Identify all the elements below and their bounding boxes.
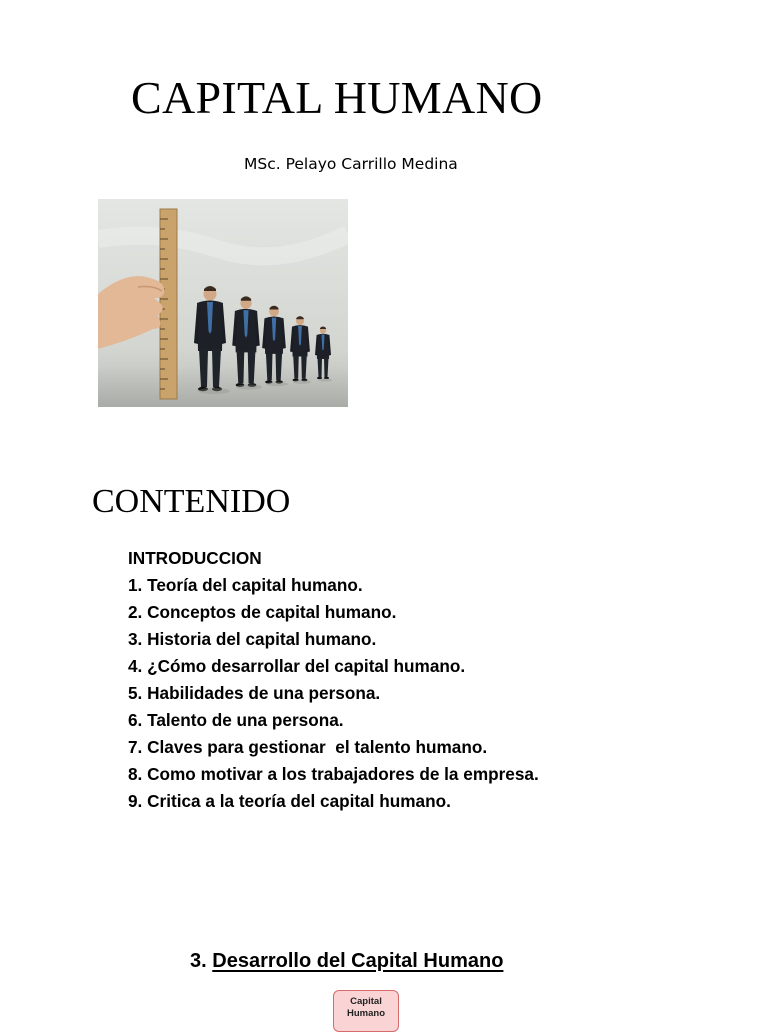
toc-item-8: 8. Como motivar a los trabajadores de la empresa. [128, 764, 539, 784]
diagram-node-capital-humano [333, 990, 399, 1032]
toc-item-2: 2. Conceptos de capital humano. [128, 602, 397, 622]
table-of-contents [128, 545, 539, 815]
contents-heading: CONTENIDO [92, 483, 291, 520]
toc-item-3: 3. Historia del capital humano. [128, 629, 377, 649]
toc-item-5: 5. Habilidades de una persona. [128, 683, 381, 703]
node-label-line1: Capital [350, 996, 382, 1007]
toc-item-1: 1. Teoría del capital humano. [128, 575, 363, 595]
document-title: CAPITAL HUMANO [131, 72, 543, 123]
author-name: MSc. Pelayo Carrillo Medina [244, 155, 458, 173]
toc-item-intro: INTRODUCCION [128, 548, 262, 568]
toc-item-4: 4. ¿Cómo desarrollar del capital humano. [128, 656, 466, 676]
section-heading [190, 947, 503, 975]
section-title: Desarrollo del Capital Humano [212, 950, 504, 972]
cover-image [98, 199, 348, 407]
node-label-line2: Humano [347, 1008, 385, 1019]
toc-item-7: 7. Claves para gestionar el talento humano. [128, 737, 488, 757]
section-number: 3. [190, 950, 207, 972]
toc-item-9: 9. Critica a la teoría del capital humano. [128, 791, 451, 811]
toc-item-6: 6. Talento de una persona. [128, 710, 344, 730]
